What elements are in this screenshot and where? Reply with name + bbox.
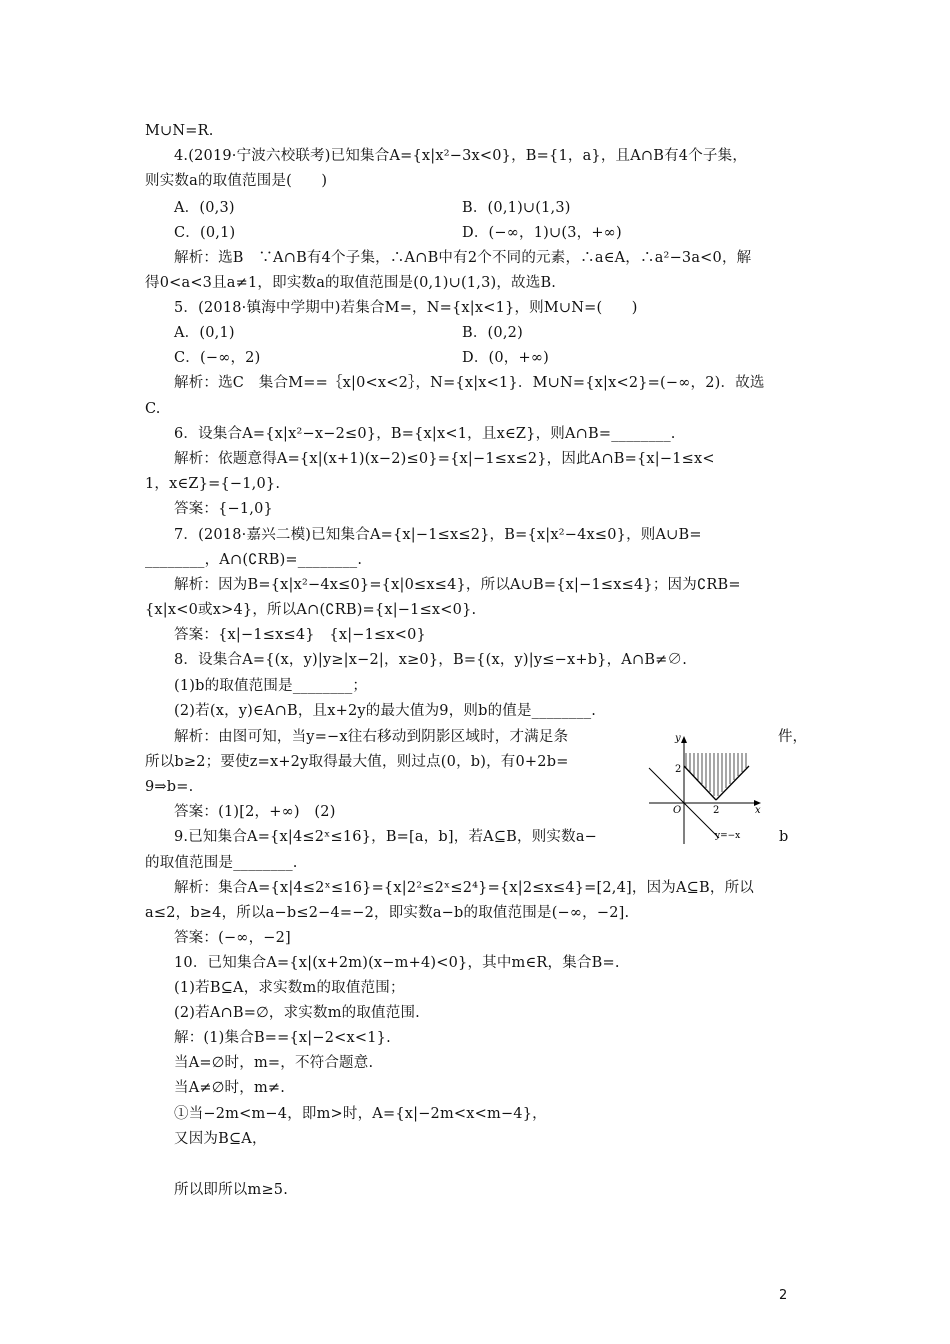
solution-line: 解析：依题意得A={x|(x+1)(x−2)≤0}={x|−1≤x≤2}，因此A∩B={x|−1≤x< (174, 451, 715, 467)
y-axis-label: y (675, 733, 681, 744)
text-line: {x|x<0或x>4}，所以A∩(∁RB)={x|−1≤x<0}. (145, 602, 477, 618)
text-line: 的取值范围是________. (145, 855, 298, 871)
side-text-jian: 件， (778, 729, 807, 745)
answer-line: 答案：{x|−1≤x≤4} {x|−1≤x<0} (174, 627, 426, 643)
problem-4-stem: 4.(2019·宁波六校联考)已知集合A={x|x²−3x<0}，B={1，a}，且A∩B有4个子集， (174, 148, 748, 164)
option-b: B．(0,2) (462, 325, 523, 341)
solution-line: 解析：选B ∵A∩B有4个子集，∴A∩B中有2个不同的元素，∴a∈A，∴a²−3a<0，解 (174, 250, 752, 266)
hatch-region (686, 753, 746, 796)
text-line: a≤2，b≥4，所以a−b≤2−4=−2，即实数a−b的取值范围是(−∞，−2]. (145, 905, 630, 921)
v-boundary-left (684, 766, 716, 800)
solution-line: 解析：集合A={x|4≤2ˣ≤16}={x|2²≤2ˣ≤2⁴}={x|2≤x≤4}=[2,4]，因为A⊆B，所以 (174, 880, 754, 896)
option-c: C．(−∞，2) (174, 350, 261, 366)
text-line: 当A≠∅时，m≠. (174, 1080, 286, 1096)
answer-line: 答案：(−∞，−2] (174, 930, 291, 946)
problem-7-stem: 7．(2018·嘉兴二模)已知集合A={x|−1≤x≤2}，B={x|x²−4x≤0}，则A∪B= (174, 527, 702, 543)
problem-9-stem: 9.已知集合A={x|4≤2ˣ≤16}，B=[a，b]，若A⊆B，则实数a− (174, 829, 598, 845)
problem-10-stem: 10．已知集合A={x|(x+2m)(x−m+4)<0}，其中m∈R，集合B=. (174, 955, 620, 971)
text-line: ________，A∩(∁RB)=________. (145, 552, 363, 568)
problem-8-stem: 8．设集合A={(x，y)|y≥|x−2|，x≥0}，B={(x，y)|y≤−x+b}，A∩B≠∅. (174, 652, 688, 668)
text-line: 1，x∈Z}={−1,0}. (145, 476, 281, 492)
x-tick-label: 2 (713, 805, 720, 816)
solution-line: 解：(1)集合B=={x|−2<x<1}. (174, 1030, 391, 1046)
option-a: A．(0,3) (174, 200, 235, 216)
text-line: (2)若(x，y)∈A∩B，且x+2y的最大值为9，则b的值是________. (174, 703, 597, 719)
line-label: y=−x (715, 831, 741, 841)
option-d: D．(−∞，1)∪(3，+∞) (462, 225, 622, 241)
y-tick-label: 2 (675, 764, 682, 775)
v-boundary-right (716, 766, 749, 800)
answer-line: 答案：(1)[2，+∞) (2) (174, 804, 336, 820)
answer-line: 答案：{−1,0} (174, 501, 273, 517)
text-line: 所以即所以m≥5. (174, 1182, 289, 1198)
solution-line: 解析：选C 集合M==｛x|0<x<2｝，N={x|x<1}．M∪N={x|x<2}=(−∞，2)．故选 (174, 375, 765, 391)
option-c: C．(0,1) (174, 225, 236, 241)
text-line: C. (145, 401, 161, 417)
text-line: 得0<a<3且a≠1，即实数a的取值范围是(0,1)∪(1,3)，故选B. (145, 275, 557, 291)
solution-line: 解析：由图可知，当y=−x往右移动到阴影区域时，才满足条 (174, 729, 569, 745)
x-axis-label: x (755, 805, 761, 816)
y-axis-arrow (681, 736, 687, 743)
text-line: (1)若B⊆A，求实数m的取值范围； (174, 980, 405, 996)
text-line: M∪N=R. (145, 123, 214, 139)
text-line: (1)b的取值范围是________； (174, 678, 368, 694)
problem-5-stem: 5．(2018·镇海中学期中)若集合M=，N={x|x<1}，则M∪N=( ) (174, 300, 638, 316)
text-line: ①当−2m<m−4，即m>时，A={x|−2m<x<m−4}， (174, 1106, 547, 1122)
origin-label: O (673, 805, 682, 816)
text-line: 所以b≥2；要使z=x+2y取得最大值，则过点(0，b)，有0+2b= (145, 754, 569, 770)
solution-line: 解析：因为B={x|x²−4x≤0}={x|0≤x≤4}，所以A∪B={x|−1≤x≤4}；因为∁RB= (174, 577, 741, 593)
problem-6-stem: 6．设集合A={x|x²−x−2≤0}，B={x|x<1，且x∈Z}，则A∩B=________. (174, 426, 676, 442)
region-graph (643, 728, 773, 846)
text-line: 当A=∅时，m=，不符合题意. (174, 1055, 374, 1071)
side-text-b: b (779, 829, 789, 845)
option-b: B．(0,1)∪(1,3) (462, 200, 571, 216)
page-number: 2 (779, 1288, 788, 1303)
option-a: A．(0,1) (174, 325, 235, 341)
text-line: 又因为B⊆A， (174, 1131, 267, 1147)
text-line: 则实数a的取值范围是( ) (145, 173, 328, 189)
text-line: 9⇒b=. (145, 779, 194, 795)
text-line: (2)若A∩B=∅，求实数m的取值范围. (174, 1005, 420, 1021)
option-d: D．(0，+∞) (462, 350, 549, 366)
